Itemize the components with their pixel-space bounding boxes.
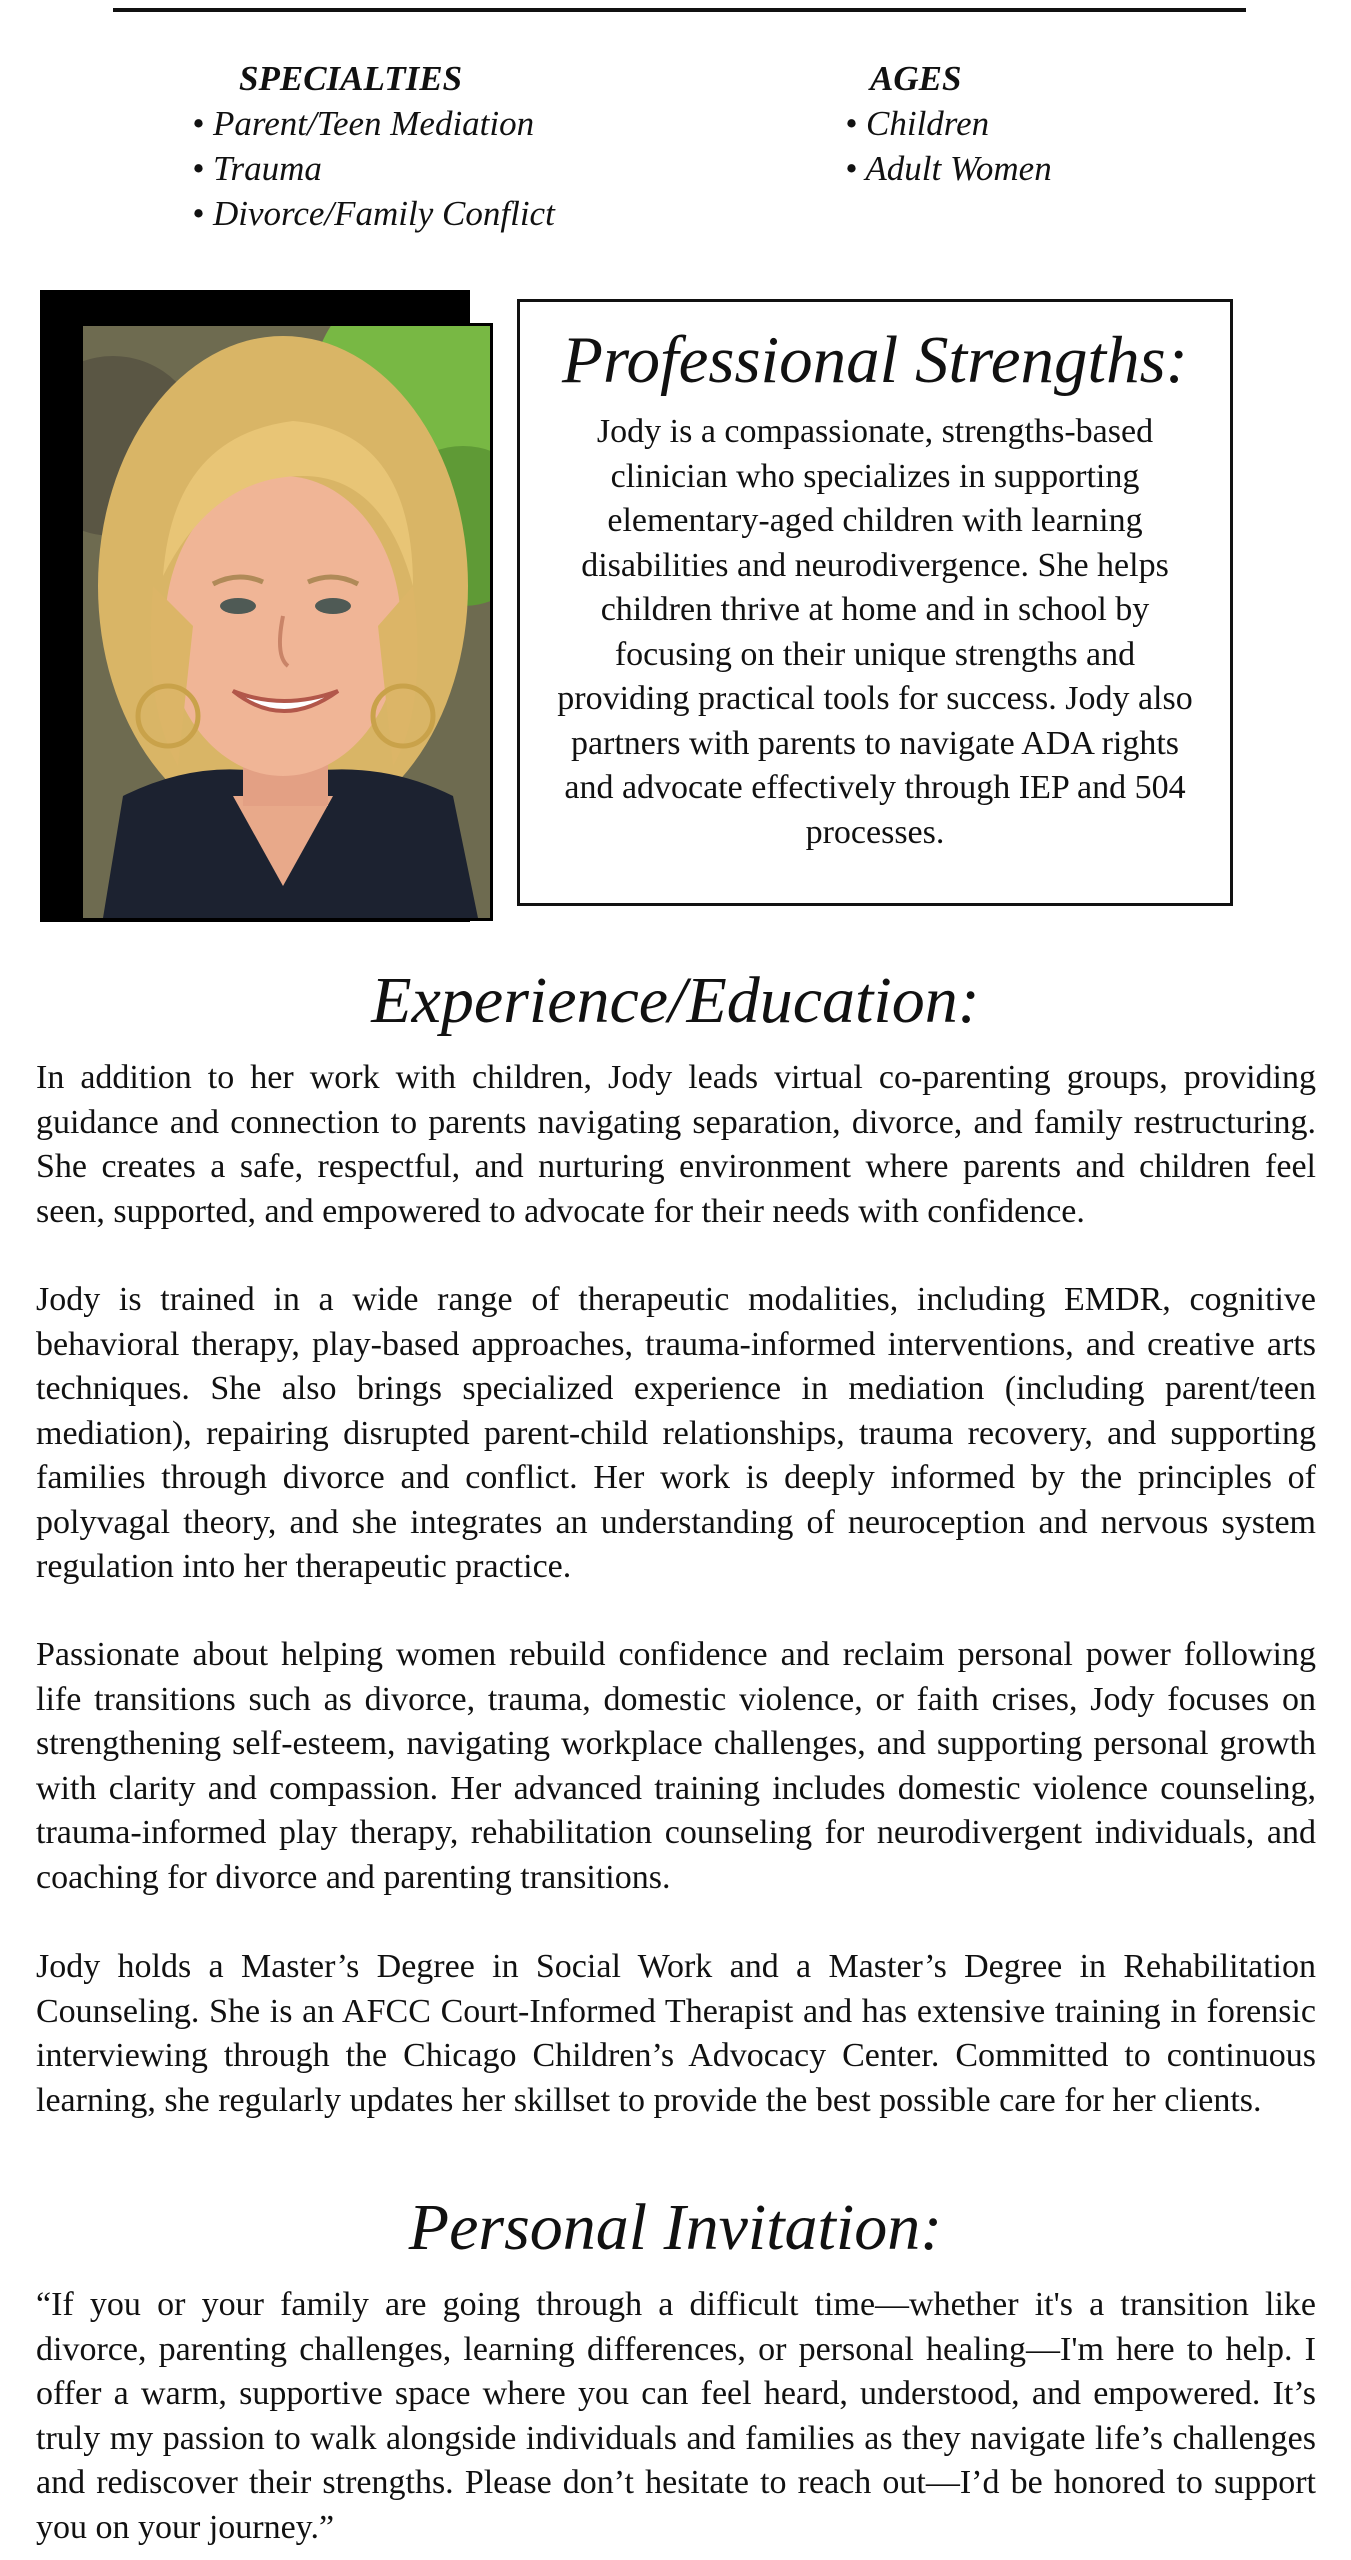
age-item: • Children xyxy=(845,104,990,143)
ages-list xyxy=(845,56,1052,191)
specialties-list xyxy=(192,56,555,236)
professional-strengths-text: Jody is a compassionate, strengths-based clinician who specializes in supporting elementary-aged children with learning disabilities and neurodivergence. She helps children thrive at home and in school by focusing on their unique strengths and providing practical tools for success. Jody also partners with parents to navigate ADA rights and advocate effectively through IEP and 504 processes. xyxy=(557,413,1193,851)
experience-paragraph-4: Jody holds a Master’s Degree in Social Work and a Master’s Degree in Rehabilitation Counseling. She is an AFCC Court-Informed Therapist and has extensive training in forensic interviewing through the Chicago Children’s Advocacy Center. Committed to continuous learning, she regularly updates her skillset to provide the best possible care for her clients. xyxy=(36,1948,1316,2119)
experience-paragraph-2: Jody is trained in a wide range of therapeutic modalities, including EMDR, cognitive behavioral therapy, play-based approaches, trauma-informed interventions, and creative arts techniques. She also brings specialized experience in mediation (including parent/teen mediation), repairing disrupted parent-child relationships, trauma recovery, and supporting families through divorce and conflict. Her work is deeply informed by the principles of polyvagal theory, and she integrates an understanding of neuroception and nervous system regulation into her therapeutic practice. xyxy=(36,1281,1316,1585)
experience-paragraph-1: In addition to her work with children, Jody leads virtual co-parenting groups, providing guidance and connection to parents navigating separation, divorce, and family restructuring. She creates a safe, respectful, and nurturing environment where parents and children feel seen, supported, and empowered to advocate for their needs with confidence. xyxy=(36,1059,1316,1230)
experience-paragraph-3: Passionate about helping women rebuild confidence and reclaim personal power following life transitions such as divorce, trauma, domestic violence, or faith crises, Jody focuses on strengthening self-esteem, navigating workplace challenges, and supporting personal growth with clarity and compassion. Her advanced training includes domestic violence counseling, trauma-informed play therapy, rehabilitation counseling for neurodivergent individuals, and coaching for divorce and parenting transitions. xyxy=(36,1636,1316,1896)
professional-strengths-title: Professional Strengths: xyxy=(562,323,1188,397)
specialty-item: • Parent/Teen Mediation xyxy=(192,104,535,143)
specialties-heading: SPECIALTIES xyxy=(239,59,463,98)
specialty-item: • Divorce/Family Conflict xyxy=(192,194,555,233)
personal-invitation-heading: Personal Invitation: xyxy=(408,2191,943,2264)
experience-education-heading: Experience/Education: xyxy=(371,964,980,1037)
therapist-portrait xyxy=(80,323,493,921)
specialty-item: • Trauma xyxy=(192,149,322,188)
age-item: • Adult Women xyxy=(845,149,1052,188)
top-divider xyxy=(113,8,1246,12)
personal-invitation-text: “If you or your family are going through a difficult time—whether it's a transition like divorce, parenting challenges, learning differences, or personal healing—I'm here to help. I offer a warm, supportive space where you can feel heard, understood, and empowered. It’s truly my passion to walk alongside individuals and families as they navigate life’s challenges and rediscover their strengths. Please don’t hesitate to reach out—I’d be honored to support you on your journey.” xyxy=(36,2286,1316,2546)
ages-heading: AGES xyxy=(870,59,962,98)
professional-strengths-box xyxy=(517,299,1233,906)
